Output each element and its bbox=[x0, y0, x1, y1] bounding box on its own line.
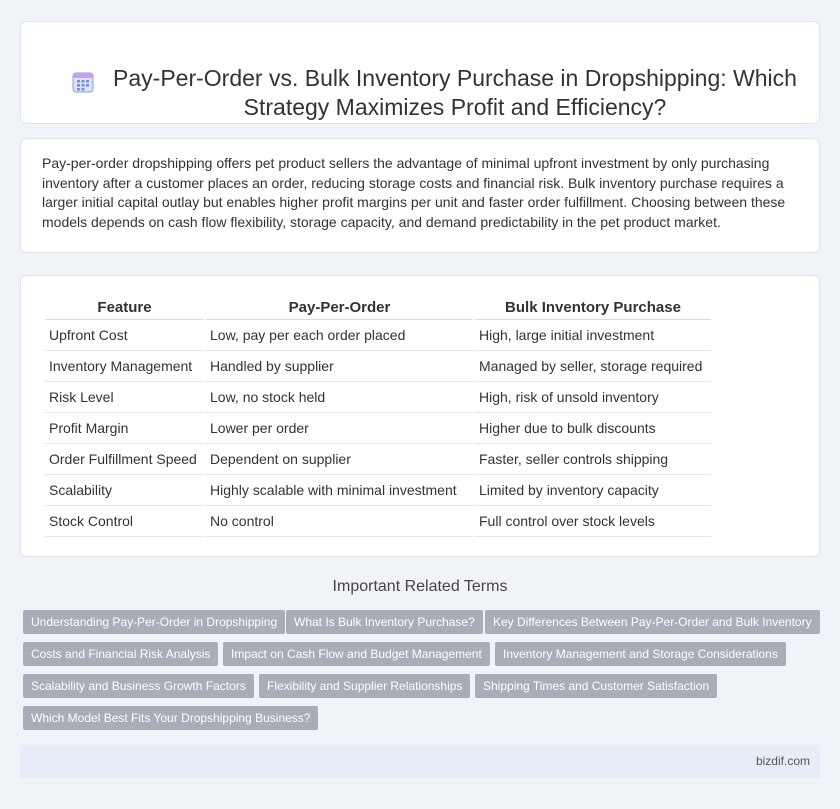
table-cell: Profit Margin bbox=[45, 413, 204, 444]
related-term-tag[interactable]: Understanding Pay-Per-Order in Dropshipping bbox=[23, 610, 285, 634]
column-header-bulk-inventory: Bulk Inventory Purchase bbox=[475, 296, 711, 320]
table-cell: Handled by supplier bbox=[206, 351, 473, 382]
page-title: Pay-Per-Order vs. Bulk Inventory Purchase in Dropshipping: Which Strategy Maximizes Profit and Efficiency? bbox=[113, 65, 797, 120]
table-cell: Dependent on supplier bbox=[206, 444, 473, 475]
table-row bbox=[45, 413, 711, 444]
footer bbox=[20, 745, 820, 778]
related-term-tag[interactable]: Flexibility and Supplier Relationships bbox=[259, 674, 470, 698]
table-cell: Upfront Cost bbox=[45, 320, 204, 351]
table-cell: Faster, seller controls shipping bbox=[475, 444, 711, 475]
related-term-tag[interactable]: Inventory Management and Storage Considerations bbox=[495, 642, 786, 666]
column-header-pay-per-order: Pay-Per-Order bbox=[206, 296, 473, 320]
table-cell: Inventory Management bbox=[45, 351, 204, 382]
table-cell: Low, no stock held bbox=[206, 382, 473, 413]
calendar-icon bbox=[71, 70, 95, 94]
table-cell: Lower per order bbox=[206, 413, 473, 444]
table-row bbox=[45, 382, 711, 413]
related-term-tag[interactable]: Impact on Cash Flow and Budget Management bbox=[223, 642, 490, 666]
table-cell: Stock Control bbox=[45, 506, 204, 537]
table-cell: Full control over stock levels bbox=[475, 506, 711, 537]
related-term-tag[interactable]: Which Model Best Fits Your Dropshipping Business? bbox=[23, 706, 318, 730]
table-row bbox=[45, 475, 711, 506]
table-cell: No control bbox=[206, 506, 473, 537]
comparison-table bbox=[43, 296, 713, 537]
related-terms-heading: Important Related Terms bbox=[332, 578, 508, 595]
table-row bbox=[45, 444, 711, 475]
related-term-tag[interactable]: Costs and Financial Risk Analysis bbox=[23, 642, 218, 666]
table-cell: Risk Level bbox=[45, 382, 204, 413]
table-cell: Managed by seller, storage required bbox=[475, 351, 711, 382]
column-header-feature: Feature bbox=[45, 296, 204, 320]
table-row bbox=[45, 351, 711, 382]
related-term-tag[interactable]: Key Differences Between Pay-Per-Order and Bulk Inventory bbox=[485, 610, 820, 634]
table-row bbox=[45, 320, 711, 351]
table-cell: Limited by inventory capacity bbox=[475, 475, 711, 506]
table-cell: Order Fulfillment Speed bbox=[45, 444, 204, 475]
site-name[interactable]: bizdif.com bbox=[755, 754, 810, 768]
related-term-tag[interactable]: What Is Bulk Inventory Purchase? bbox=[286, 610, 483, 634]
intro-card bbox=[20, 138, 820, 253]
table-cell: Low, pay per each order placed bbox=[206, 320, 473, 351]
comparison-card bbox=[20, 275, 820, 557]
related-term-tag[interactable]: Shipping Times and Customer Satisfaction bbox=[475, 674, 717, 698]
table-row bbox=[45, 506, 711, 537]
table-cell: High, large initial investment bbox=[475, 320, 711, 351]
intro-paragraph: Pay-per-order dropshipping offers pet product sellers the advantage of minimal upfront investment by only purchasing inventory after a customer places an order, reducing storage costs and financial risk. Bulk inventory purchase requires a larger initial capital outlay but enables higher profit margins per unit and faster order fulfillment. Choosing between these models depends on cash flow flexibility, storage capacity, and demand predictability in the pet product market. bbox=[42, 155, 786, 230]
related-term-tag[interactable]: Scalability and Business Growth Factors bbox=[23, 674, 254, 698]
table-cell: Higher due to bulk discounts bbox=[475, 413, 711, 444]
table-cell: Scalability bbox=[45, 475, 204, 506]
table-header-row bbox=[45, 296, 711, 320]
title-card bbox=[20, 21, 820, 124]
table-cell: High, risk of unsold inventory bbox=[475, 382, 711, 413]
table-cell: Highly scalable with minimal investment bbox=[206, 475, 473, 506]
